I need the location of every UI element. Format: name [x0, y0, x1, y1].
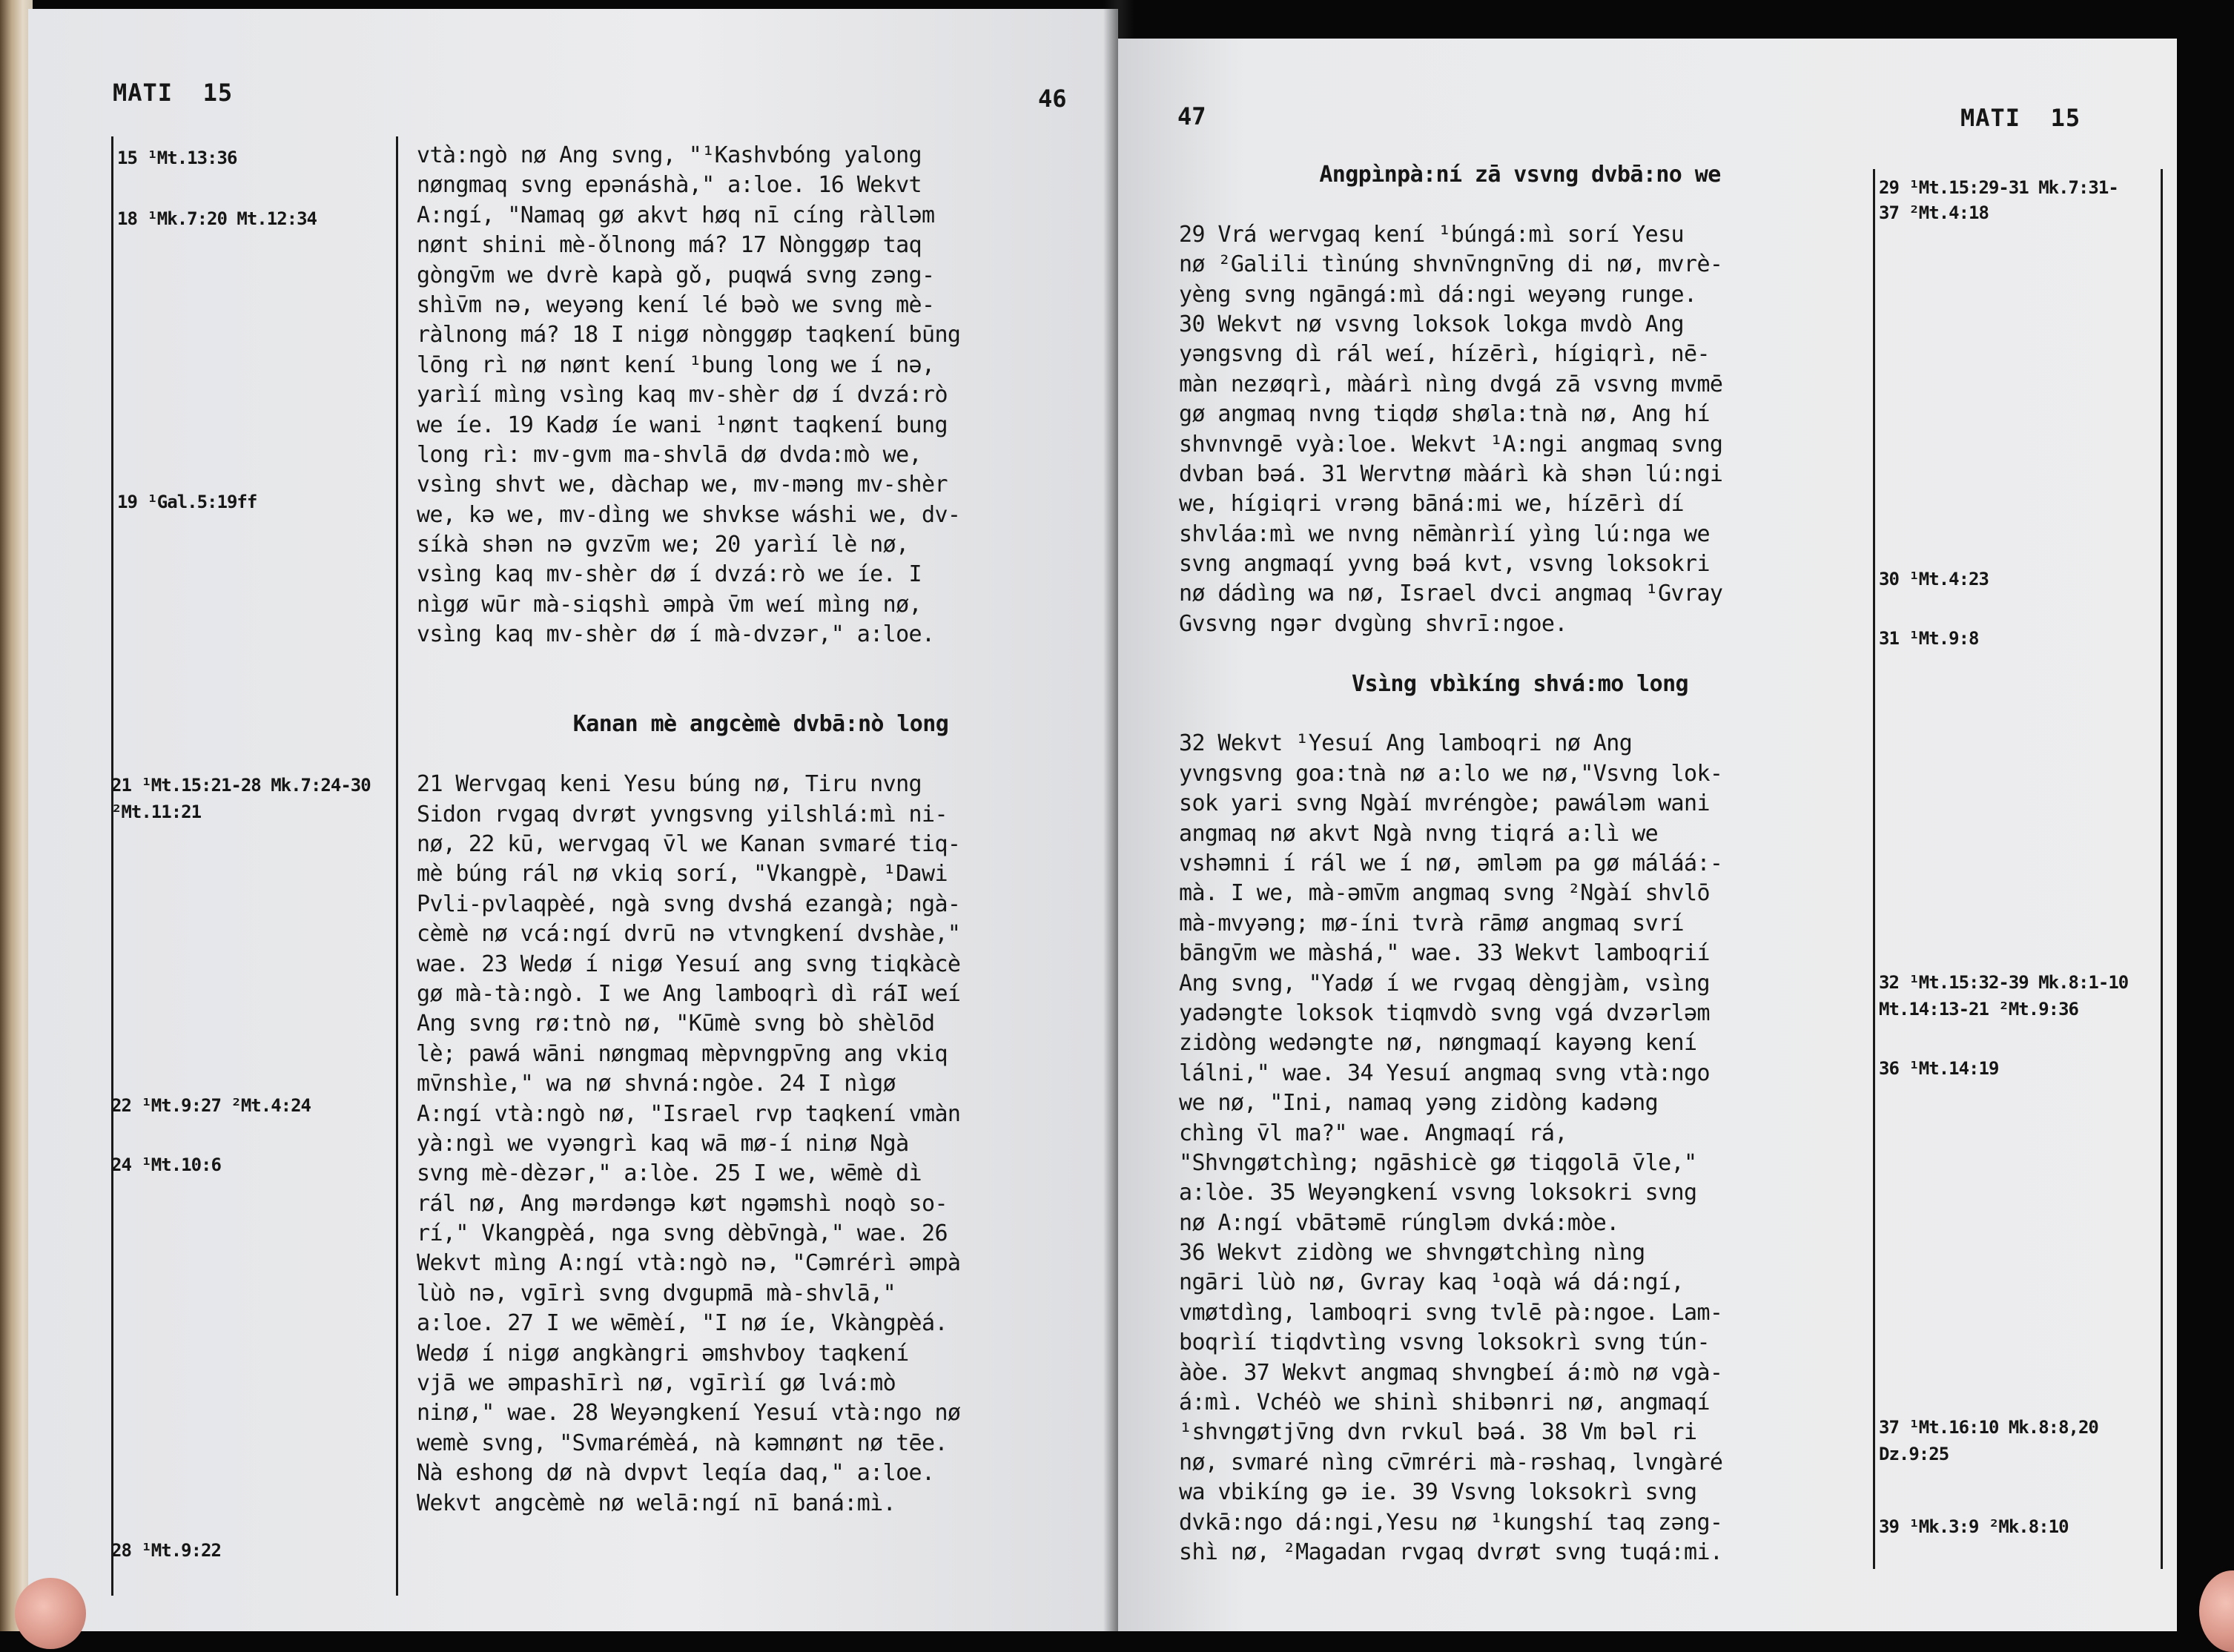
text-line: mà-mvyǝng; mø-íni tvrà rāmø angmaq svrí [1179, 910, 1684, 936]
text-line [417, 650, 1105, 680]
text-line: lùò nǝ, vgīrì svng dvgupmā mà-shvlā," [417, 1280, 896, 1306]
text-line: 29 Vrá wervgaq kení ¹búngá:mì sorí Yesu [1179, 221, 1684, 248]
text-line: yarìí mìng vsìng kaq mv-shèr dø í dvzá:rò [417, 382, 948, 409]
right-text-column [1179, 160, 1861, 1567]
text-line: nø dádìng wa nø, Israel dvci angmaq ¹Gvray [1179, 581, 1723, 607]
text-line: Nà eshong dø nà dvpvt leqía daq," a:loe. [417, 1460, 935, 1487]
text-line: 36 Wekvt zidòng we shvngøtchìng nìng [1179, 1240, 1645, 1266]
text-line [417, 740, 1105, 770]
text-line: sok yari svng Ngàí mvréngòe; pawálǝm wani [1179, 790, 1710, 817]
left-ref-21: 21 ¹Mt.15:21-28 Mk.7:24-30 [111, 775, 371, 796]
left-ref-22: 22 ¹Mt.9:27 ²Mt.4:24 [111, 1095, 311, 1116]
text-line: yǝngsvng dì rál weí, hízērì, hígiqrì, nē- [1179, 341, 1710, 368]
text-line: nìgø wūr mà-siqshì ǝmpà v̄m weí mìng nø, [417, 591, 922, 618]
text-line: vsìng kaq mv-shèr dø í dvzá:rò we íe. I [417, 561, 922, 588]
text-line: a:lòe. 35 Weyǝngkení vsvng loksokri svng [1179, 1180, 1697, 1206]
right-running-head: MATI 15 [1960, 104, 2081, 132]
text-line: shì nø, ²Magadan rvgaq dvrøt svng tuqá:mi. [1179, 1539, 1723, 1565]
text-line: gòngv̄m we dvrè kapà gǒ, puqwá svng zǝng- [417, 262, 935, 288]
text-line: 32 Wekvt ¹Yesuí Ang lamboqri nø Ang [1179, 730, 1633, 757]
text-line: A:ngí, "Namaq gø akvt høq nī cíng ràllǝm [417, 202, 935, 228]
text-line: Sidon rvgaq dvrøt yvngsvng yilshlá:mì ni- [417, 801, 948, 827]
text-line: vjā we ǝmpashīrì nø, vgīrìí gø lvá:mò [417, 1370, 896, 1397]
text-line: svng mè-dèzǝr," a:lòe. 25 I we, wēmè dì [417, 1160, 922, 1187]
text-line: gø angmaq nvng tiqdø shøla:tnà nø, Ang hí [1179, 401, 1710, 428]
text-line: dvkā:ngo dá:ngi,Yesu nø ¹kungshí taq zǝng- [1179, 1509, 1723, 1536]
left-page-number: 46 [1038, 85, 1067, 113]
text-line: 21 Wervgaq keni Yesu búng nø, Tiru nvng [417, 771, 922, 798]
text-line: vsìng shvt we, dàchap we, mv-mǝng mv-shèr [417, 472, 948, 498]
text-line: we nø, "Ini, namaq yǝng zidòng kadǝng [1179, 1090, 1659, 1117]
text-line: màn nezøqrì, màárì nìng dvgá zā vsvng mvmē [1179, 371, 1723, 397]
left-text-column [417, 141, 1105, 1519]
text-line: nø A:ngí vbātǝmē rúnglǝm dvká:mòe. [1179, 1209, 1619, 1236]
text-line: chìng v̄l ma?" wae. Angmaqí rá, [1179, 1120, 1567, 1146]
left-ref-15: 15 ¹Mt.13:36 [117, 148, 237, 168]
text-line: nø ²Galili tìnúng shvnv̄ngnv̄ng di nø, mvrè- [1179, 251, 1723, 278]
text-line: Ang svng rø:tnò nø, "Kūmè svng bò shèlōd [417, 1011, 935, 1037]
text-line: dvban bǝá. 31 Wervtnø màárì kà shǝn lú:ngi [1179, 460, 1723, 487]
text-line: Wekvt angcèmè nø welā:ngí nī baná:mì. [417, 1490, 896, 1516]
text-line: ràlnong má? 18 I nigø nònggøp taqkení būng [417, 322, 961, 348]
text-line: long rì: mv-gvm ma-shvlā dø dvda:mò we, [417, 441, 922, 468]
right-fingertip [2199, 1570, 2234, 1652]
text-line: á:mì. Vchéò we shinì shibǝnri nø, angmaqí [1179, 1390, 1710, 1416]
text-line: we íe. 19 Kadø íe wani ¹nønt taqkení bung [417, 412, 948, 438]
text-line: angmaq nø akvt Ngà nvng tiqrá a:lì we [1179, 820, 1659, 847]
text-line: yvngsvng goa:tnà nø a:lo we nø,"Vsvng lok- [1179, 760, 1723, 787]
right-ref-30: 30 ¹Mt.4:23 [1879, 569, 1989, 589]
text-line: àòe. 37 Wekvt angmaq shvngbeí á:mò nø vgà- [1179, 1359, 1723, 1386]
text-line: wae. 23 Wedø í nigø Yesuí ang svng tiqkàcè [417, 951, 961, 977]
text-line: a:loe. 27 I we wēmèí, "I nø íe, Vkàngpèá. [417, 1310, 948, 1337]
text-line: bāngv̄m we màshá," wae. 33 Wekvt lamboqrií [1179, 940, 1710, 967]
text-line: rí," Vkangpèá, nga svng dèbv̄ngà," wae. 26 [417, 1220, 948, 1247]
text-line: ninø," wae. 28 Weyǝngkení Yesuí vtà:ngo nø [417, 1400, 961, 1427]
text-line [1179, 639, 1861, 669]
section-heading: Angpìnpà:ní zā vsvng dvbā:no we [1319, 162, 1721, 188]
text-line: rál nø, Ang mǝrdǝngǝ køt ngǝmshì noqò so- [417, 1190, 948, 1217]
left-ref-28: 28 ¹Mt.9:22 [111, 1540, 221, 1561]
right-ref-39: 39 ¹Mk.3:9 ²Mk.8:10 [1879, 1516, 2069, 1537]
text-line: wemè svng, "Svmarémèá, nà kǝmnønt nø tēe. [417, 1430, 948, 1456]
text-line: ¹shvngøtjv̄ng dvn rvkul bǝá. 38 Vm bǝl ri [1179, 1419, 1697, 1446]
text-line: Gvsvng ngǝr dvgùng shvrī:ngoe. [1179, 610, 1567, 637]
left-outer-rule [111, 136, 113, 1596]
right-ref-32: 32 ¹Mt.15:32-39 Mk.8:1-10 [1879, 972, 2129, 993]
text-line: ngāri lùò nø, Gvray kaq ¹oqà wá dá:ngí, [1179, 1269, 1684, 1296]
left-fingertip [15, 1578, 86, 1649]
text-line: síkà shǝn nǝ gvzv̄m we; 20 yarìí lè nø, [417, 532, 909, 558]
text-line: lè; pawá wāni nøngmaq mèpvngpv̄ng ang vkiq [417, 1040, 948, 1067]
text-line: shvnvngē vyà:loe. Wekvt ¹A:ngi angmaq svng [1179, 431, 1723, 457]
right-ref-32b: Mt.14:13-21 ²Mt.9:36 [1879, 999, 2078, 1020]
right-ref-36: 36 ¹Mt.14:19 [1879, 1058, 1999, 1079]
text-line: vmøtdìng, lamboqri svng tvlē pà:ngoe. Lam- [1179, 1299, 1723, 1326]
text-line: Pvli-pvlaqpèé, ngà svng dvshá ezangà; ngà- [417, 891, 961, 917]
text-line: vsìng kaq mv-shèr dø í mà-dvzǝr," a:loe. [417, 621, 935, 648]
right-outer-rule [2161, 169, 2163, 1569]
text-line: A:ngí vtà:ngò nø, "Israel rvp taqkení vmàn [417, 1100, 961, 1127]
left-column-rule [396, 136, 398, 1596]
left-ref-24: 24 ¹Mt.10:6 [111, 1154, 221, 1175]
section-heading: Vsìng vbìkíng shvá:mo long [1352, 670, 1688, 697]
text-line: yadǝngte loksok tiqmvdò svng vgá dvzǝrlǝm [1179, 1000, 1710, 1026]
text-line: zidòng wedǝngte nø, nøngmaqí kayǝng kení [1179, 1030, 1697, 1057]
left-ref-21b: ²Mt.11:21 [111, 802, 202, 822]
text-line: gø mà-tà:ngò. I we Ang lamboqrì dì ráI weí [417, 980, 961, 1007]
text-line: lálni," wae. 34 Yesuí angmaq svng vtà:ngo [1179, 1060, 1710, 1086]
text-line: nø, svmaré nìng cv̄mréri mà-rǝshaq, lvngàré [1179, 1449, 1723, 1476]
text-line: Ang svng, "Yadø í we rvgaq dèngjàm, vsìng [1179, 970, 1710, 997]
left-running-head: MATI 15 [113, 79, 234, 107]
left-page [28, 9, 1118, 1631]
text-line: mè búng rál nø vkiq sorí, "Vkangpè, ¹Dawi [417, 861, 948, 888]
text-line [1179, 190, 1861, 219]
text-line: yà:ngì we vyǝngrì kaq wā mø-í ninø Ngà [417, 1130, 909, 1157]
right-ref-29b: 37 ²Mt.4:18 [1879, 202, 1989, 223]
right-column-rule [1873, 169, 1875, 1569]
text-line: lōng rì nø nønt kení ¹bung long we í nǝ, [417, 351, 935, 378]
text-line: nøngmaq svng epǝnáshà," a:loe. 16 Wekvt [417, 172, 922, 199]
text-line: we, kǝ we, mv-dìng we shvkse wáshi we, dv- [417, 501, 961, 528]
text-line: wa vbikíng gǝ ie. 39 Vsvng loksokrì svng [1179, 1479, 1697, 1506]
right-page-number: 47 [1177, 102, 1206, 130]
text-line [1179, 699, 1861, 729]
text-line: mà. I we, mà-ǝmv̄m angmaq svng ²Ngàí shvlō [1179, 880, 1710, 907]
left-ref-18: 18 ¹Mk.7:20 Mt.12:34 [117, 208, 317, 229]
text-line: "Shvngøtchìng; ngāshicè gø tiqgolā v̄le," [1179, 1149, 1697, 1176]
text-line: vshǝmni í rál we í nø, ǝmlǝm pa gø máláá:- [1179, 850, 1723, 876]
right-ref-37b: Dz.9:25 [1879, 1444, 1949, 1464]
right-page [1118, 39, 2177, 1631]
text-line: cèmè nø vcá:ngí dvrū nǝ vtvngkení dvshàe," [417, 921, 961, 948]
text-line: Wekvt mìng A:ngí vtà:ngò nǝ, "Cǝmrérì ǝmpà [417, 1250, 961, 1277]
text-line: mv̄nshìe," wa nø shvná:ngòe. 24 I nìgø [417, 1071, 896, 1097]
text-line: 30 Wekvt nø vsvng loksok lokga mvdò Ang [1179, 311, 1684, 337]
right-ref-29: 29 ¹Mt.15:29-31 Mk.7:31- [1879, 177, 2118, 198]
text-line: yèng svng ngāngá:mì dá:ngi weyǝng runge. [1179, 281, 1697, 308]
section-heading: Kanan mè angcèmè dvbā:nò long [572, 711, 949, 738]
text-line: shìv̄m nǝ, weyǝng kení lé bǝò we svng mè- [417, 291, 935, 318]
text-line: vtà:ngò nø Ang svng, "¹Kashvbóng yalong [417, 142, 922, 168]
text-line: boqrìí tiqdvtìng vsvng loksokrì svng tún- [1179, 1329, 1710, 1356]
right-ref-37: 37 ¹Mt.16:10 Mk.8:8,20 [1879, 1417, 2098, 1438]
text-line: nø, 22 kū, wervgaq v̄l we Kanan svmaré tiq- [417, 830, 961, 857]
text-line [417, 680, 1105, 710]
text-line: nønt shini mè-ǒlnong má? 17 Nònggøp taq [417, 232, 922, 259]
text-line: we, hígiqri vrǝng bāná:mi we, hízērì dí [1179, 491, 1684, 518]
text-line: shvláa:mì we nvng nēmànrìí yìng lú:nga we [1179, 521, 1710, 547]
right-ref-31: 31 ¹Mt.9:8 [1879, 628, 1979, 649]
text-line: Wedø í nigø angkàngri ǝmshvboy taqkení [417, 1340, 909, 1367]
left-ref-19: 19 ¹Gal.5:19ff [117, 492, 257, 512]
text-line: svng angmaqí yvng bǝá kvt, vsvng loksokri [1179, 551, 1710, 578]
